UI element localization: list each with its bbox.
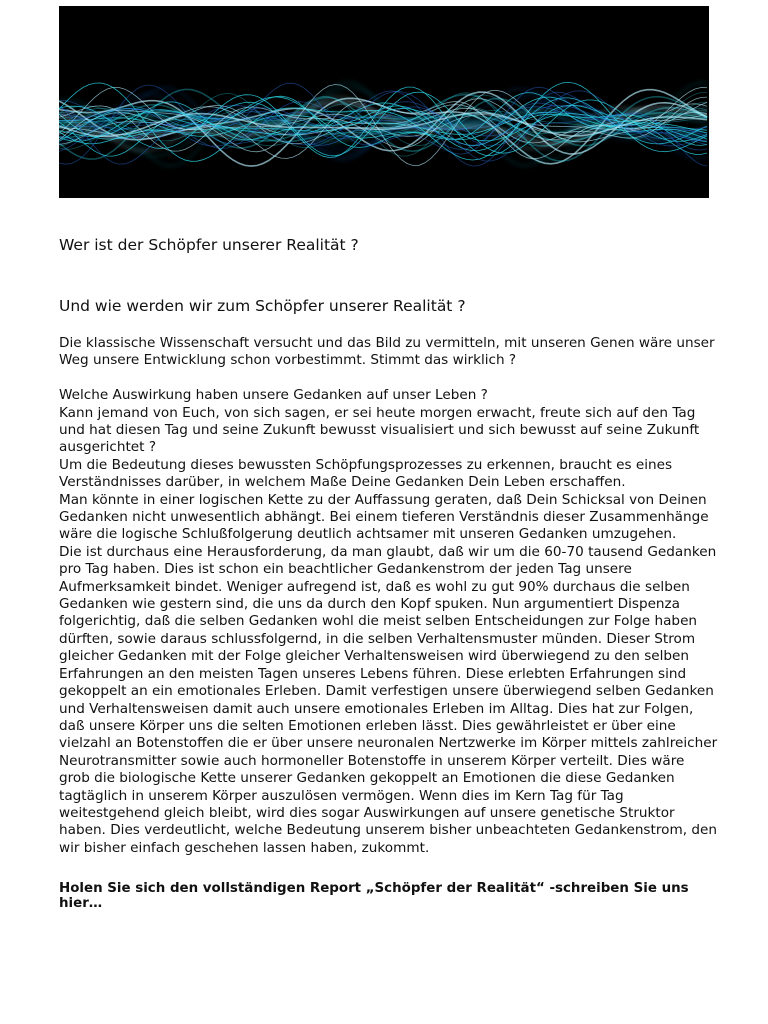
paragraph-thoughts: Die ist durchaus eine Herausforderung, da man glaubt, daß wir um die 60-70 tausend Gedanken pro Tag haben. Dies ist schon ein beachtlicher Gedankenstrom der jeden Tag unsere Aufmerksamkeit bindet. Weniger aufregend ist, daß es wohl zu gut 90% durchaus die selben Gedanken wie gestern sind, die uns da durch den Kopf spuken. Nun argumentiert Dispenza folgerichtig, daß die selben Gedanken wohl die meist selben Entscheidungen zur Folge haben dürften, sowie daraus schlussfolgernd, in die selben Verhaltensmuster münden. Dieser Strom gleicher Gedanken mit der Folge gleicher Verhaltensweisen wird überwiegend zu den selben Erfahrungen an den meisten Tagen unseres Lebens führen. Diese erlebten Erfahrungen sind gekoppelt an ein emotionales Erleben. Damit verfestigen unsere überwiegend selben Gedanken und Verhaltensweisen damit auch unsere emotionales Erleben im Alltag. Dies hat zur Folgen, daß unsere Körper uns die selten Emotionen erleben lässt. Dies gewährleistet er über eine vielzahl an Botenstoffen die er über unsere neuronalen Nertzwerke im Körper mittels zahlreicher Neurotransmitter sowie auch hormoneller Botenstoffe in unserem Körper verteilt. Dies wäre grob die biologische Kette unserer Gedanken gekoppelt an Emotionen die diese Gedanken tagtäglich in unserem Körper auszulösen vermögen. Wenn dies im Kern Tag für Tag weitestgehend gleich bleibt, wird dies sogar Auswirkungen auf unsere genetische Struktor haben. Dies verdeutlicht, welche Bedeutung unserem bisher unbeachteten Gedankenstrom, den wir bisher einfach geschehen lassen haben, zukommt. [59, 543, 718, 856]
paragraph-meaning: Um die Bedeutung dieses bewussten Schöpfungsprozesses zu erkennen, braucht es eines Verständnisses darüber, in welchem Maße Deine Gedanken Dein Leben erschaffen. [59, 456, 673, 491]
paragraph-logic: Man könnte in einer logischen Kette zu der Auffassung geraten, daß Dein Schicksal von Deinen Gedanken nicht unwesentlich abhängt. Bei einem tieferen Verständnis dieser Zusammenhänge wäre die logische Schlußfolgerung deutlich achtsamer mit unseren Gedanken umzugehen. [59, 491, 709, 543]
paragraph-morning: Kann jemand von Euch, von sich sagen, er sei heute morgen erwacht, freute sich auf den Tag und hat diesen Tag und seine Zukunft bewusst visualisiert und sich bewusst auf seine Zukunft ausgerichtet ? [59, 404, 700, 456]
article-body [59, 335, 719, 857]
paragraph-question: Welche Auswirkung haben unsere Gedanken auf unser Leben ? [59, 387, 488, 404]
heading-who-is-creator: Wer ist der Schöpfer unserer Realität ? [59, 236, 359, 254]
abstract-wave-image [59, 6, 709, 198]
report-call-to-action[interactable]: Holen Sie sich den vollständigen Report „Schöpfer der Realität“ -schreiben Sie uns hier… [59, 881, 689, 911]
heading-how-become-creator: Und wie werden wir zum Schöpfer unserer Realität ? [59, 297, 466, 315]
paragraph-intro: Die klassische Wissenschaft versucht und das Bild zu vermitteln, mit unseren Genen wäre unser Weg unsere Entwicklung schon vorbestimmt. Stimmt das wirklich ? [59, 335, 715, 369]
hero-wave-image [59, 6, 709, 198]
